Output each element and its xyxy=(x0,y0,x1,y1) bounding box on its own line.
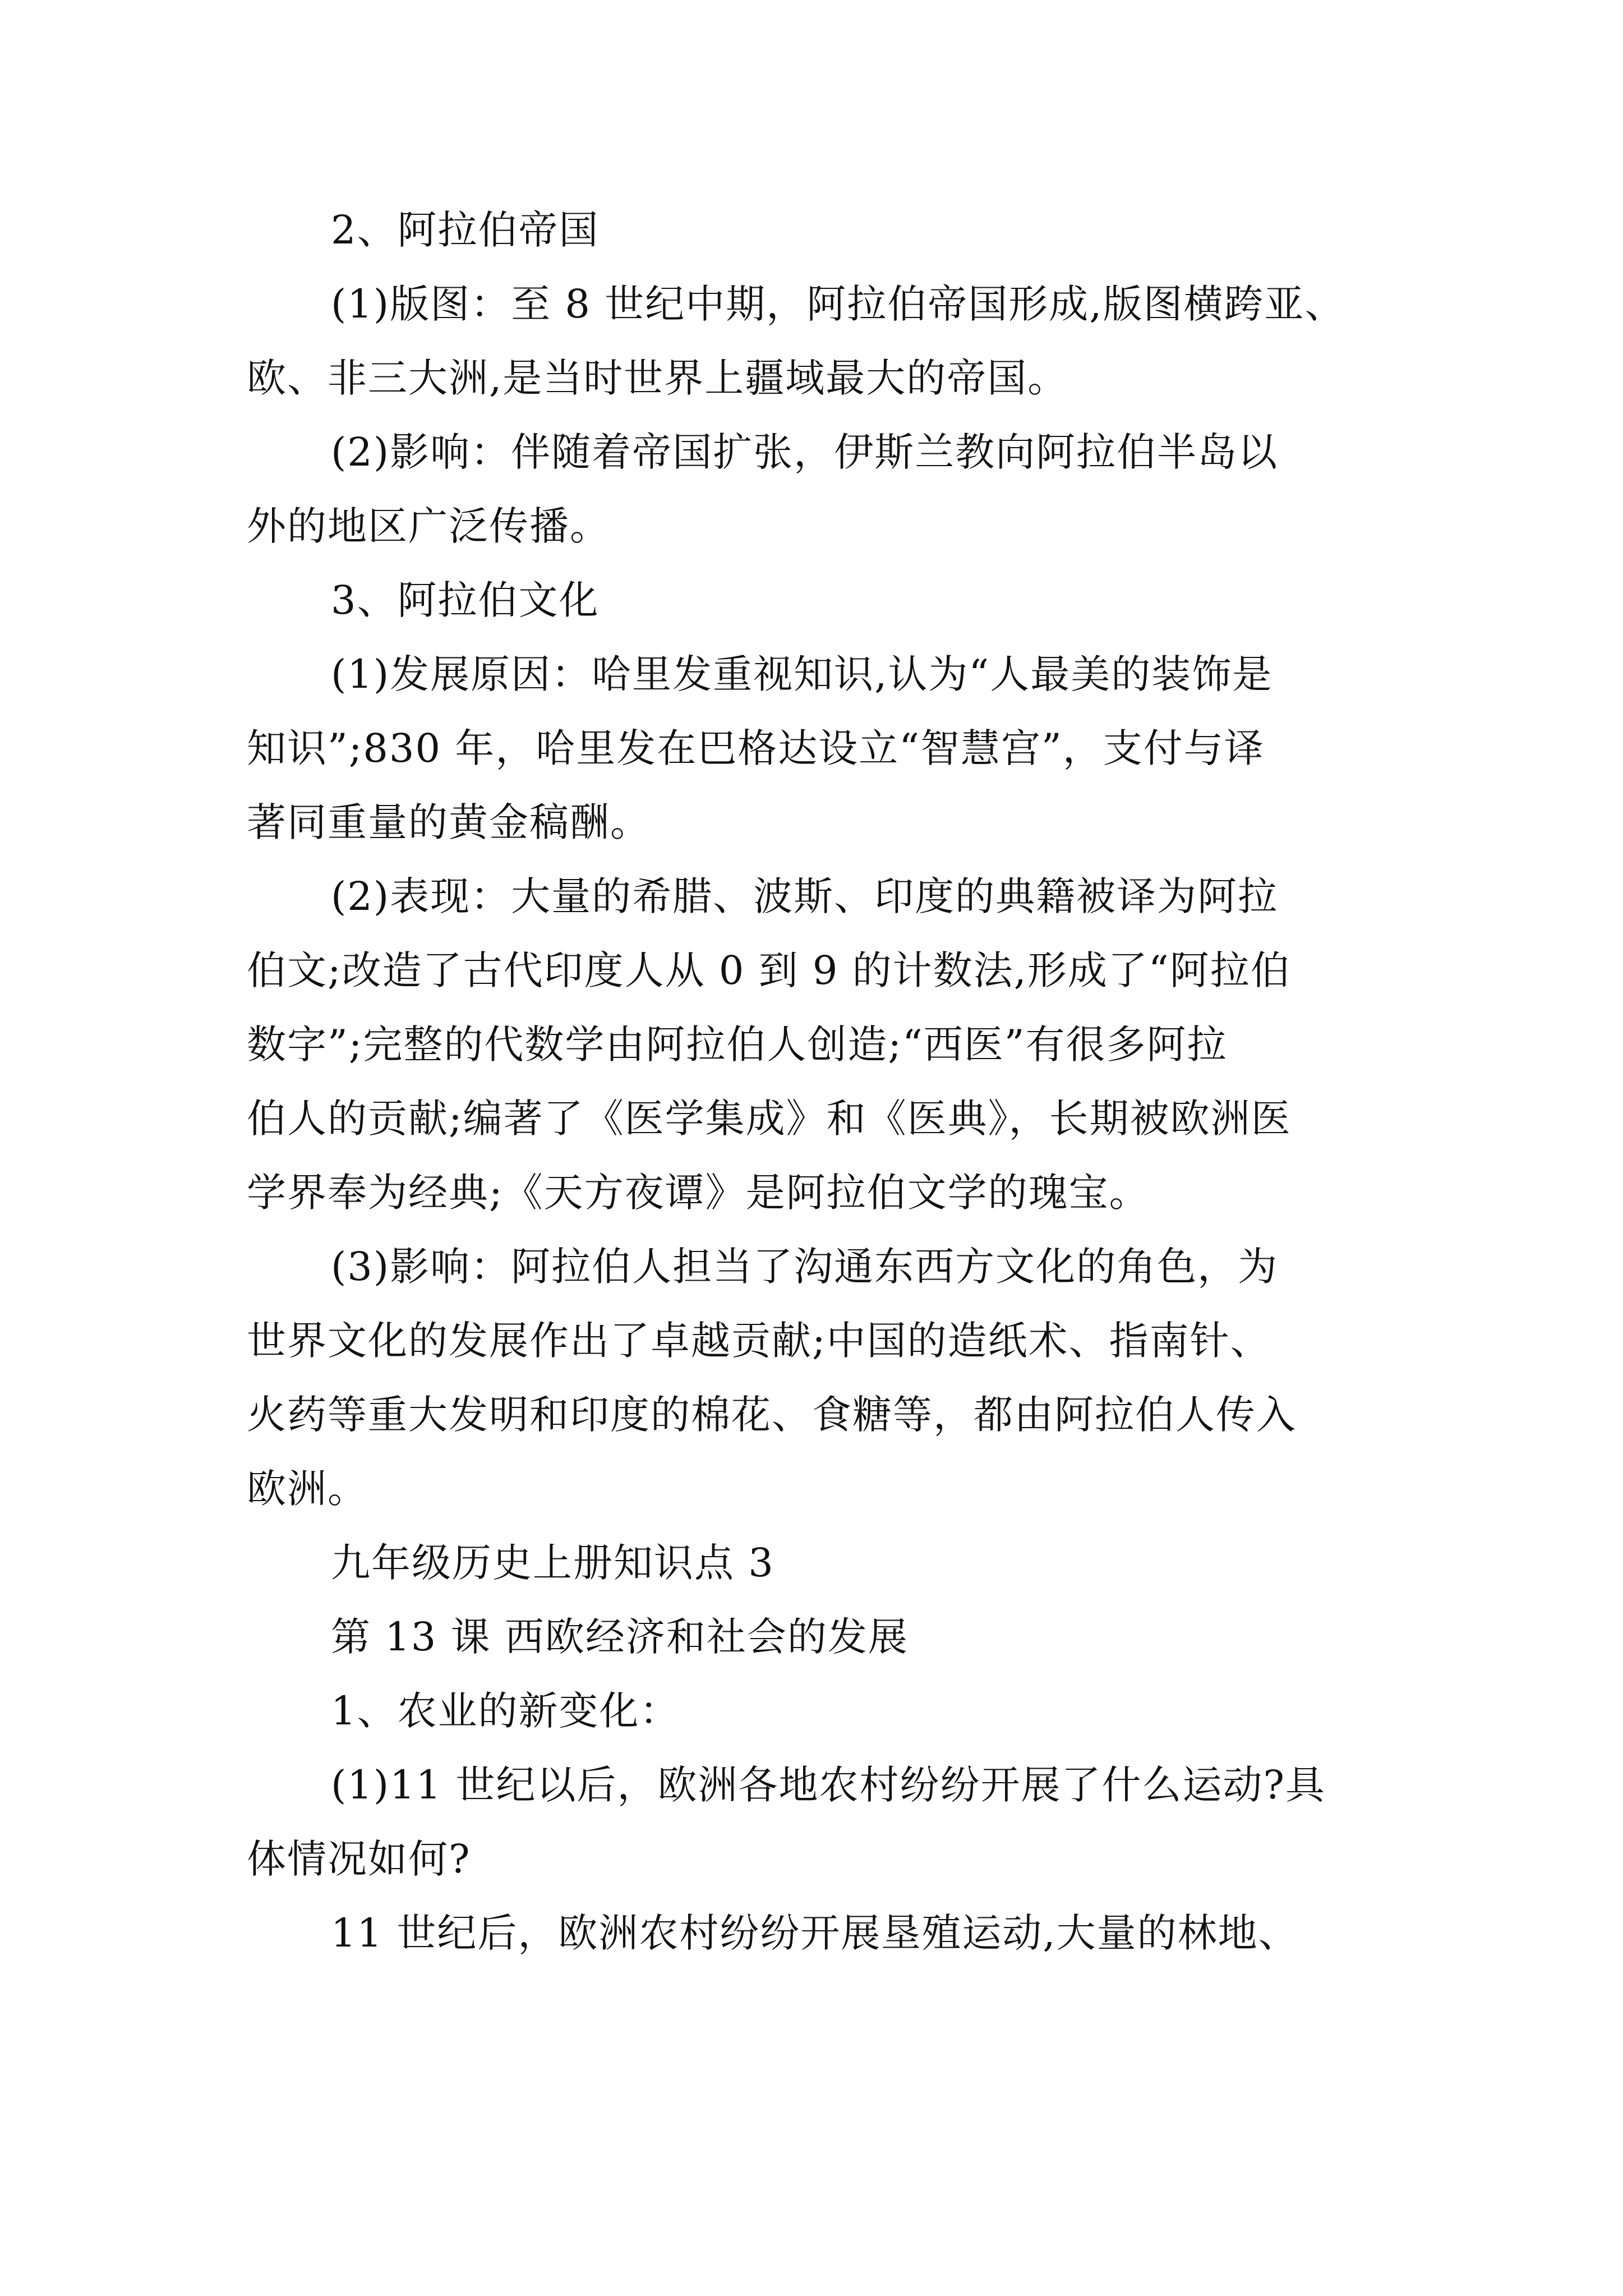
paragraph-line: 数字”;完整的代数学由阿拉伯人创造;“西医”有很多阿拉 xyxy=(247,1022,1228,1068)
paragraph-line: 火药等重大发明和印度的棉花、食糖等，都由阿拉伯人传入 xyxy=(247,1392,1297,1438)
paragraph-line: 伯文;改造了古代印度人从 0 到 9 的计数法,形成了“阿拉伯 xyxy=(247,947,1291,993)
paragraph-line: (1)版图：至 8 世纪中期，阿拉伯帝国形成,版图横跨亚、 xyxy=(331,281,1345,327)
heading-arab-empire: 2、阿拉伯帝国 xyxy=(331,207,600,253)
paragraph-line: 学界奉为经典;《天方夜谭》是阿拉伯文学的瑰宝。 xyxy=(247,1170,1150,1216)
paragraph-line: 知识”;830 年，哈里发在巴格达设立“智慧宫”，支付与译 xyxy=(247,725,1265,771)
paragraph-line: (2)影响：伴随着帝国扩张，伊斯兰教向阿拉伯半岛以 xyxy=(331,429,1279,475)
paragraph-line: 欧洲。 xyxy=(247,1466,368,1512)
paragraph-line: 伯人的贡献;编著了《医学集成》和《医典》，长期被欧洲医 xyxy=(247,1096,1292,1142)
paragraph-line: (1)发展原因：哈里发重视知识,认为“人最美的装饰是 xyxy=(331,651,1273,697)
heading-arab-culture: 3、阿拉伯文化 xyxy=(331,577,600,623)
paragraph-line: (3)影响：阿拉伯人担当了沟通东西方文化的角色，为 xyxy=(331,1244,1279,1290)
paragraph-line: 世界文化的发展作出了卓越贡献;中国的造纸术、指南针、 xyxy=(247,1318,1271,1364)
section-title: 九年级历史上册知识点 3 xyxy=(331,1540,774,1586)
paragraph-line: 欧、非三大洲,是当时世界上疆域最大的帝国。 xyxy=(247,355,1068,401)
heading-agriculture: 1、农业的新变化： xyxy=(331,1688,680,1734)
paragraph-line: (2)表现：大量的希腊、波斯、印度的典籍被译为阿拉 xyxy=(331,873,1279,919)
paragraph-line: (1)11 世纪以后，欧洲各地农村纷纷开展了什么运动?具 xyxy=(331,1762,1326,1808)
paragraph-line: 外的地区广泛传播。 xyxy=(247,503,610,549)
paragraph-line: 著同重量的黄金稿酬。 xyxy=(247,799,651,845)
paragraph-line: 11 世纪后，欧洲农村纷纷开展垦殖运动,大量的林地、 xyxy=(331,1910,1299,1956)
paragraph-line: 体情况如何? xyxy=(247,1836,471,1882)
lesson-title: 第 13 课 西欧经济和社会的发展 xyxy=(331,1614,909,1660)
